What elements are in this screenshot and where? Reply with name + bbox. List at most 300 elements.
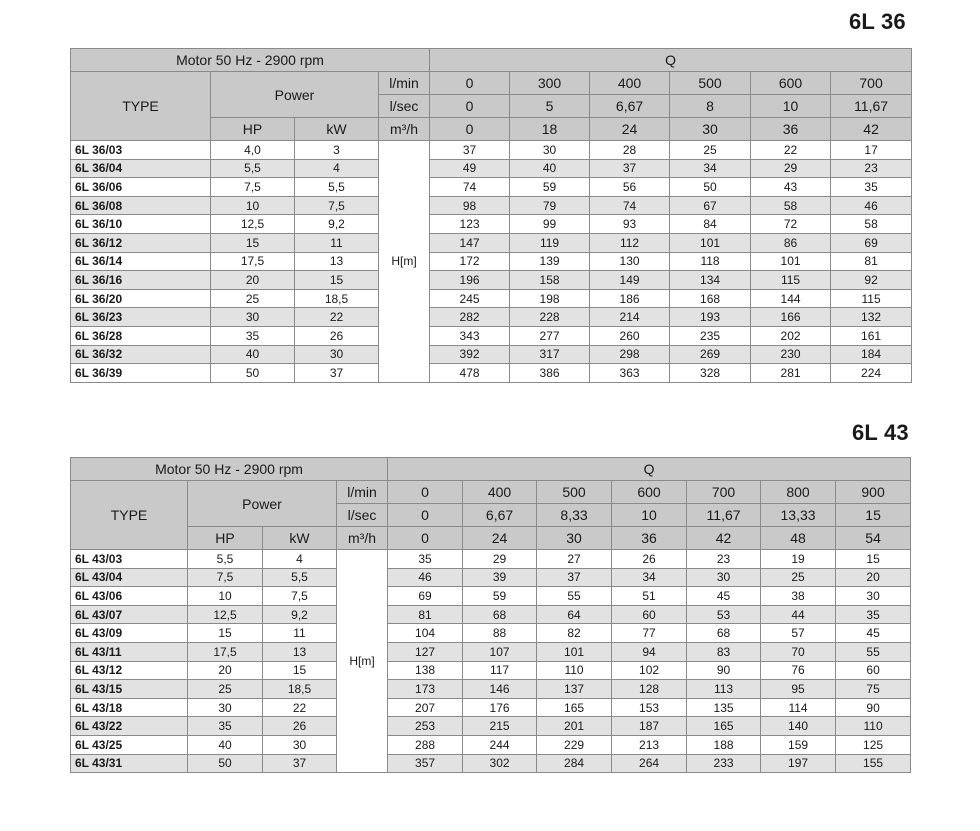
pump-type: 6L 43/25 [71,735,188,754]
motor-header: Motor 50 Hz - 2900 rpm [71,49,430,72]
flow-lmin-value: 500 [537,481,612,504]
head-value: 30 [687,568,761,587]
head-value: 298 [590,345,670,364]
hp-value: 12,5 [188,605,263,624]
head-value: 253 [388,717,463,736]
flow-lmin-value: 700 [687,481,761,504]
head-value: 81 [388,605,463,624]
head-value: 30 [836,587,911,606]
table-row [71,326,912,345]
head-unit-label: H[m] [379,141,430,383]
table-row [71,308,912,327]
kw-value: 37 [295,364,379,383]
head-value: 17 [831,141,912,160]
head-value: 60 [836,661,911,680]
pump-type: 6L 36/10 [71,215,211,234]
head-value: 386 [510,364,590,383]
hp-value: 5,5 [188,550,263,569]
head-value: 50 [670,178,751,197]
pump-type: 6L 36/06 [71,178,211,197]
pump-type: 6L 36/04 [71,159,211,178]
table-row [71,159,912,178]
head-value: 153 [612,698,687,717]
head-value: 101 [751,252,831,271]
performance-table [70,457,911,773]
head-value: 53 [687,605,761,624]
head-value: 92 [831,271,912,290]
kw-value: 26 [263,717,337,736]
motor-header: Motor 50 Hz - 2900 rpm [71,458,388,481]
head-value: 37 [537,568,612,587]
kw-value: 37 [263,754,337,773]
table-row [71,624,911,643]
kw-value: 30 [295,345,379,364]
hp-value: 30 [188,698,263,717]
flow-lsec-value: 0 [388,504,463,527]
head-value: 107 [463,642,537,661]
head-value: 168 [670,289,751,308]
head-value: 29 [463,550,537,569]
head-value: 172 [430,252,510,271]
flow-lmin-value: 0 [388,481,463,504]
table-row [71,345,912,364]
flow-m3h-value: 24 [463,527,537,550]
head-value: 34 [612,568,687,587]
head-value: 117 [463,661,537,680]
pump-type: 6L 43/12 [71,661,188,680]
head-value: 67 [670,196,751,215]
head-value: 64 [537,605,612,624]
head-value: 101 [670,233,751,252]
table-row [71,141,912,160]
kw-value: 13 [295,252,379,271]
head-value: 114 [761,698,836,717]
unit-lmin-label: l/min [379,72,430,95]
flow-m3h-value: 30 [670,118,751,141]
flow-lsec-value: 6,67 [463,504,537,527]
head-value: 197 [761,754,836,773]
type-header: TYPE [71,481,188,550]
header-row [71,458,911,481]
head-value: 26 [612,550,687,569]
head-value: 137 [537,680,612,699]
power-header: Power [188,481,337,527]
head-value: 130 [590,252,670,271]
table-row [71,735,911,754]
head-value: 269 [670,345,751,364]
unit-m3h-label: m³/h [379,118,430,141]
pump-type: 6L 43/15 [71,680,188,699]
head-value: 77 [612,624,687,643]
table-row [71,661,911,680]
flow-lmin-value: 700 [831,72,912,95]
head-value: 357 [388,754,463,773]
hp-value: 4,0 [211,141,295,160]
head-value: 128 [612,680,687,699]
head-value: 193 [670,308,751,327]
head-value: 20 [836,568,911,587]
hp-value: 12,5 [211,215,295,234]
head-value: 165 [537,698,612,717]
flow-m3h-value: 48 [761,527,836,550]
hp-value: 15 [211,233,295,252]
kw-value: 3 [295,141,379,160]
hp-value: 10 [188,587,263,606]
flow-header: Q [430,49,912,72]
pump-type: 6L 43/18 [71,698,188,717]
head-value: 90 [836,698,911,717]
kw-header: kW [263,527,337,550]
pump-type: 6L 43/04 [71,568,188,587]
hp-value: 40 [188,735,263,754]
flow-lmin-value: 500 [670,72,751,95]
hp-value: 50 [211,364,295,383]
table-row [71,271,912,290]
head-value: 25 [761,568,836,587]
head-value: 84 [670,215,751,234]
head-value: 123 [430,215,510,234]
head-value: 113 [687,680,761,699]
pump-type: 6L 43/09 [71,624,188,643]
head-value: 281 [751,364,831,383]
head-value: 46 [831,196,912,215]
flow-lsec-value: 15 [836,504,911,527]
head-value: 277 [510,326,590,345]
head-value: 88 [463,624,537,643]
head-value: 25 [670,141,751,160]
head-value: 159 [761,735,836,754]
head-value: 83 [687,642,761,661]
head-value: 144 [751,289,831,308]
head-value: 186 [590,289,670,308]
pump-type: 6L 36/23 [71,308,211,327]
kw-value: 7,5 [295,196,379,215]
head-value: 284 [537,754,612,773]
head-value: 214 [590,308,670,327]
head-value: 74 [430,178,510,197]
flow-m3h-value: 24 [590,118,670,141]
flow-lsec-value: 11,67 [687,504,761,527]
head-value: 125 [836,735,911,754]
head-value: 27 [537,550,612,569]
unit-m3h-label: m³/h [337,527,388,550]
hp-header: HP [211,118,295,141]
table-row [71,364,912,383]
table-row [71,178,912,197]
head-value: 82 [537,624,612,643]
hp-value: 20 [211,271,295,290]
head-value: 40 [510,159,590,178]
hp-value: 5,5 [211,159,295,178]
head-value: 343 [430,326,510,345]
hp-value: 17,5 [188,642,263,661]
kw-value: 4 [295,159,379,178]
head-value: 233 [687,754,761,773]
head-value: 198 [510,289,590,308]
pump-type: 6L 36/08 [71,196,211,215]
head-value: 56 [590,178,670,197]
head-value: 28 [590,141,670,160]
head-value: 69 [831,233,912,252]
hp-value: 40 [211,345,295,364]
head-value: 127 [388,642,463,661]
flow-m3h-value: 54 [836,527,911,550]
head-value: 264 [612,754,687,773]
pump-type: 6L 43/22 [71,717,188,736]
head-value: 55 [836,642,911,661]
head-value: 112 [590,233,670,252]
head-value: 19 [761,550,836,569]
head-value: 135 [687,698,761,717]
kw-value: 30 [263,735,337,754]
hp-value: 35 [188,717,263,736]
head-value: 230 [751,345,831,364]
head-value: 59 [510,178,590,197]
kw-value: 13 [263,642,337,661]
head-value: 72 [751,215,831,234]
flow-lsec-value: 5 [510,95,590,118]
head-value: 94 [612,642,687,661]
hp-value: 30 [211,308,295,327]
head-value: 147 [430,233,510,252]
kw-value: 9,2 [295,215,379,234]
kw-value: 22 [263,698,337,717]
head-value: 138 [388,661,463,680]
head-value: 184 [831,345,912,364]
head-value: 76 [761,661,836,680]
head-value: 102 [612,661,687,680]
flow-lsec-value: 11,67 [831,95,912,118]
head-value: 58 [751,196,831,215]
head-value: 115 [831,289,912,308]
head-value: 75 [836,680,911,699]
head-value: 158 [510,271,590,290]
table-row [71,233,912,252]
head-value: 132 [831,308,912,327]
flow-m3h-value: 0 [430,118,510,141]
head-value: 45 [687,587,761,606]
type-header: TYPE [71,72,211,141]
kw-value: 11 [263,624,337,643]
head-value: 23 [687,550,761,569]
head-value: 58 [831,215,912,234]
flow-m3h-value: 36 [612,527,687,550]
pump-type: 6L 36/16 [71,271,211,290]
performance-table [70,48,912,383]
head-value: 93 [590,215,670,234]
head-value: 139 [510,252,590,271]
flow-m3h-value: 36 [751,118,831,141]
unit-lsec-label: l/sec [379,95,430,118]
head-value: 22 [751,141,831,160]
pump-type: 6L 36/39 [71,364,211,383]
flow-lsec-value: 10 [612,504,687,527]
flow-m3h-value: 42 [831,118,912,141]
head-value: 86 [751,233,831,252]
kw-value: 7,5 [263,587,337,606]
head-value: 43 [751,178,831,197]
head-value: 140 [761,717,836,736]
pump-type: 6L 43/03 [71,550,188,569]
kw-value: 26 [295,326,379,345]
head-value: 98 [430,196,510,215]
pump-type: 6L 36/14 [71,252,211,271]
pump-type: 6L 36/32 [71,345,211,364]
flow-lmin-value: 900 [836,481,911,504]
head-value: 55 [537,587,612,606]
head-value: 224 [831,364,912,383]
pump-type: 6L 36/28 [71,326,211,345]
flow-lsec-value: 8,33 [537,504,612,527]
head-value: 38 [761,587,836,606]
head-value: 35 [831,178,912,197]
hp-value: 10 [211,196,295,215]
head-value: 37 [430,141,510,160]
head-value: 196 [430,271,510,290]
pump-type: 6L 43/11 [71,642,188,661]
kw-value: 15 [263,661,337,680]
head-value: 95 [761,680,836,699]
head-value: 478 [430,364,510,383]
table-row [71,605,911,624]
head-value: 74 [590,196,670,215]
flow-lsec-value: 10 [751,95,831,118]
table-row [71,215,912,234]
head-value: 118 [670,252,751,271]
head-value: 288 [388,735,463,754]
table-row [71,680,911,699]
hp-value: 25 [211,289,295,308]
head-value: 70 [761,642,836,661]
hp-value: 20 [188,661,263,680]
head-value: 244 [463,735,537,754]
flow-lmin-value: 300 [510,72,590,95]
table-row [71,698,911,717]
table-row [71,642,911,661]
kw-value: 22 [295,308,379,327]
table-row [71,754,911,773]
hp-value: 35 [211,326,295,345]
head-value: 110 [537,661,612,680]
kw-value: 18,5 [295,289,379,308]
head-value: 99 [510,215,590,234]
kw-value: 5,5 [263,568,337,587]
hp-value: 15 [188,624,263,643]
head-value: 44 [761,605,836,624]
table-row [71,196,912,215]
head-value: 35 [388,550,463,569]
head-value: 229 [537,735,612,754]
table-row [71,289,912,308]
head-value: 166 [751,308,831,327]
head-value: 30 [510,141,590,160]
header-row [71,481,911,504]
pump-type: 6L 43/06 [71,587,188,606]
head-value: 115 [751,271,831,290]
kw-value: 5,5 [295,178,379,197]
table-row [71,252,912,271]
head-value: 282 [430,308,510,327]
kw-value: 9,2 [263,605,337,624]
pump-series-title: 6L 43 [852,420,909,445]
kw-value: 4 [263,550,337,569]
head-value: 392 [430,345,510,364]
hp-value: 7,5 [211,178,295,197]
hp-header: HP [188,527,263,550]
head-value: 79 [510,196,590,215]
flow-lsec-value: 13,33 [761,504,836,527]
head-value: 260 [590,326,670,345]
head-value: 37 [590,159,670,178]
head-value: 35 [836,605,911,624]
head-value: 45 [836,624,911,643]
head-value: 69 [388,587,463,606]
flow-lsec-value: 0 [430,95,510,118]
head-value: 363 [590,364,670,383]
kw-value: 18,5 [263,680,337,699]
head-value: 202 [751,326,831,345]
head-value: 68 [463,605,537,624]
head-value: 173 [388,680,463,699]
flow-lsec-value: 6,67 [590,95,670,118]
pump-series-title: 6L 36 [849,9,906,34]
hp-value: 50 [188,754,263,773]
head-value: 29 [751,159,831,178]
head-value: 146 [463,680,537,699]
head-value: 207 [388,698,463,717]
pump-type: 6L 43/07 [71,605,188,624]
head-value: 149 [590,271,670,290]
kw-header: kW [295,118,379,141]
table-row [71,587,911,606]
head-value: 188 [687,735,761,754]
power-header: Power [211,72,379,118]
pump-type: 6L 43/31 [71,754,188,773]
hp-value: 25 [188,680,263,699]
head-value: 328 [670,364,751,383]
flow-header: Q [388,458,911,481]
flow-m3h-value: 18 [510,118,590,141]
flow-lmin-value: 600 [751,72,831,95]
header-row [71,49,912,72]
header-row [71,72,912,95]
hp-value: 17,5 [211,252,295,271]
pump-type: 6L 36/03 [71,141,211,160]
head-value: 23 [831,159,912,178]
head-value: 34 [670,159,751,178]
head-value: 81 [831,252,912,271]
unit-lsec-label: l/sec [337,504,388,527]
table-row [71,717,911,736]
head-value: 57 [761,624,836,643]
head-value: 201 [537,717,612,736]
table-row [71,568,911,587]
head-value: 155 [836,754,911,773]
head-value: 104 [388,624,463,643]
kw-value: 11 [295,233,379,252]
header-row [71,527,911,550]
flow-lmin-value: 800 [761,481,836,504]
head-value: 51 [612,587,687,606]
head-value: 235 [670,326,751,345]
head-value: 228 [510,308,590,327]
head-value: 161 [831,326,912,345]
head-value: 39 [463,568,537,587]
flow-m3h-value: 30 [537,527,612,550]
head-value: 60 [612,605,687,624]
head-unit-label: H[m] [337,550,388,773]
head-value: 110 [836,717,911,736]
